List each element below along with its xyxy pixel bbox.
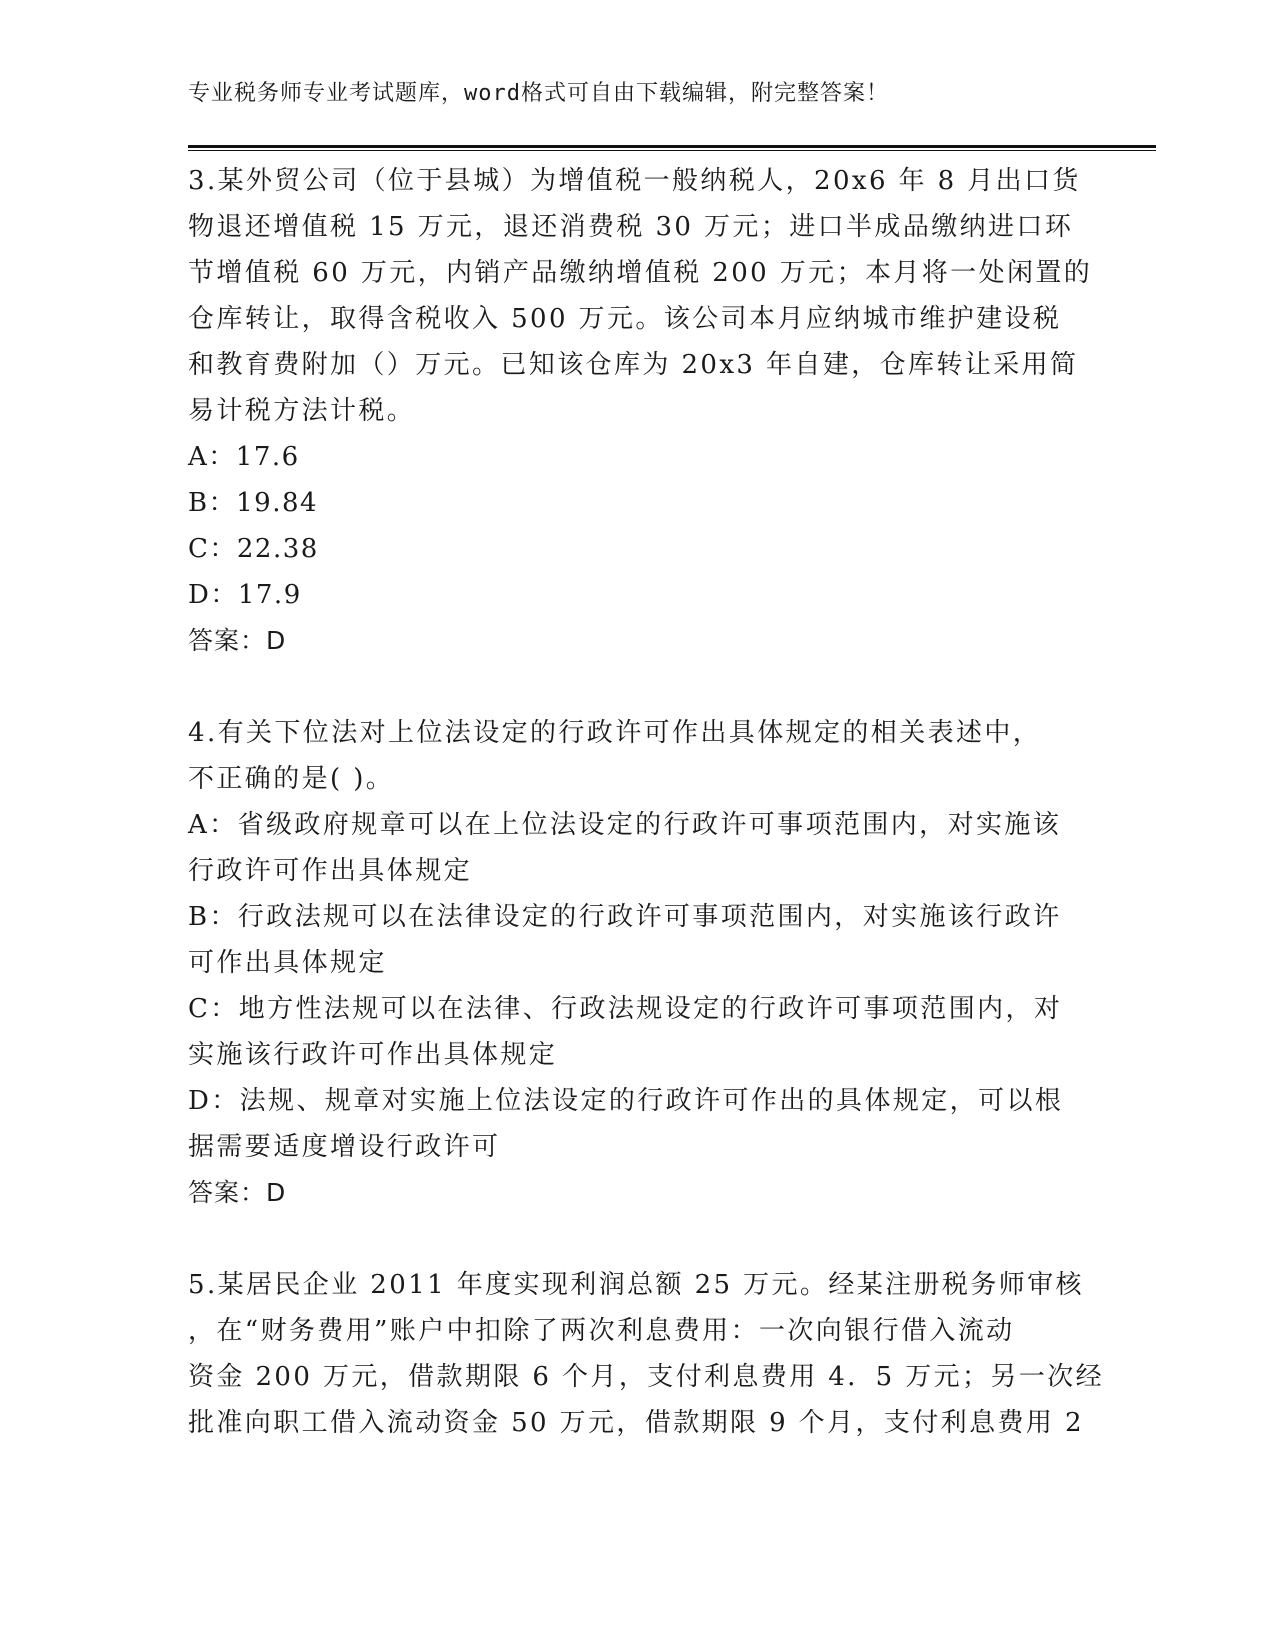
question-stem-line: 不正确的是( )。 bbox=[188, 764, 395, 794]
option-b-continued: 可作出具体规定 bbox=[188, 948, 387, 978]
question-spacer bbox=[188, 1216, 1088, 1262]
question-5 bbox=[188, 1262, 1105, 1446]
option-b: B：行政法规可以在法律设定的行政许可事项范围内，对实施该行政许 bbox=[188, 902, 1062, 932]
option-a-continued: 行政许可作出具体规定 bbox=[188, 856, 473, 886]
question-stem-line: 资金 200 万元，借款期限 6 个月，支付利息费用 4．5 万元；另一次经 bbox=[188, 1362, 1105, 1392]
question-stem-line: 物退还增值税 15 万元，退还消费税 30 万元；进口半成品缴纳进口环 bbox=[188, 212, 1074, 242]
question-spacer bbox=[188, 664, 1088, 710]
option-a: A：省级政府规章可以在上位法设定的行政许可事项范围内，对实施该 bbox=[188, 810, 1062, 840]
question-4 bbox=[188, 710, 1088, 1216]
option-c: C：地方性法规可以在法律、行政法规设定的行政许可事项范围内，对 bbox=[188, 994, 1063, 1024]
question-stem-line: 3.某外贸公司（位于县城）为增值税一般纳税人，20x6 年 8 月出口货 bbox=[188, 166, 1081, 196]
question-3 bbox=[188, 158, 1093, 664]
option-a: A：17.6 bbox=[188, 442, 300, 472]
option-c: C：22.38 bbox=[188, 534, 319, 564]
question-stem-line: 仓库转让，取得含税收入 500 万元。该公司本月应纳城市维护建设税 bbox=[188, 304, 1062, 334]
option-b: B：19.84 bbox=[188, 488, 319, 518]
question-stem-line: 易计税方法计税。 bbox=[188, 396, 416, 426]
option-d: D：法规、规章对实施上位法设定的行政许可作出的具体规定，可以根 bbox=[188, 1086, 1064, 1116]
option-d-continued: 据需要适度增设行政许可 bbox=[188, 1132, 501, 1162]
question-stem-line: 和教育费附加（）万元。已知该仓库为 20x3 年自建，仓库转让采用简 bbox=[188, 350, 1079, 380]
question-stem-line: 批准向职工借入流动资金 50 万元，借款期限 9 个月，支付利息费用 2 bbox=[188, 1408, 1084, 1438]
question-stem-line: 5.某居民企业 2011 年度实现利润总额 25 万元。经某注册税务师审核 bbox=[188, 1270, 1084, 1300]
question-stem-line: 4.有关下位法对上位法设定的行政许可作出具体规定的相关表述中， bbox=[188, 718, 1042, 748]
answer-label: 答案：D bbox=[188, 626, 287, 655]
header-rule-thick bbox=[188, 145, 1156, 148]
header-rule-thin bbox=[188, 150, 1156, 151]
option-c-continued: 实施该行政许可作出具体规定 bbox=[188, 1040, 558, 1070]
question-stem-line: ，在“财务费用”账户中扣除了两次利息费用：一次向银行借入流动 bbox=[188, 1316, 1015, 1346]
page-header: 专业税务师专业考试题库，word格式可自由下载编辑，附完整答案！ bbox=[188, 81, 889, 106]
answer-label: 答案：D bbox=[188, 1178, 287, 1207]
question-stem-line: 节增值税 60 万元，内销产品缴纳增值税 200 万元；本月将一处闲置的 bbox=[188, 258, 1093, 288]
questions-content bbox=[188, 158, 1105, 1446]
option-d: D：17.9 bbox=[188, 580, 302, 610]
